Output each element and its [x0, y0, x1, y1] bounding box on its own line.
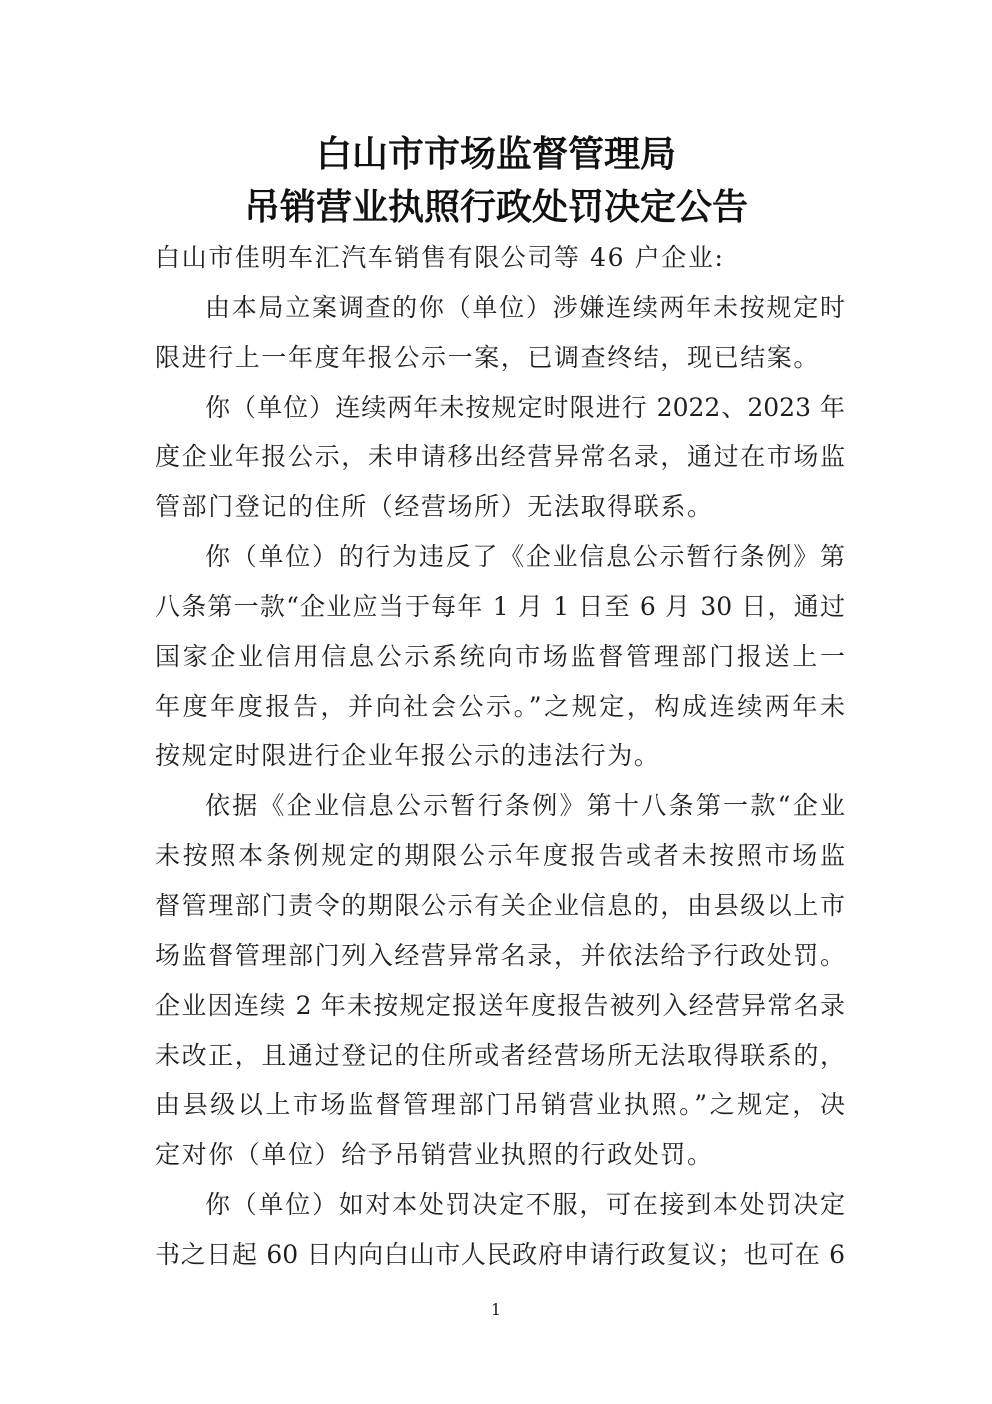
text-line: 书之日起 60 日内向白山市人民政府申请行政复议；也可在 6: [155, 1239, 845, 1269]
text-line: 国家企业信用信息公示系统向市场监督管理部门报送上一: [155, 641, 845, 671]
title-line-notice: 吊销营业执照行政处罚决定公告: [243, 186, 748, 228]
paragraph-case-closed: [155, 283, 845, 383]
text-line: 八条第一款“企业应当于每年 1 月 1 日至 6 月 30 日，通过: [155, 591, 845, 621]
document-body: [155, 233, 845, 1280]
text-line: 按规定时限进行企业年报公示的违法行为。: [155, 741, 661, 771]
text-line: 年度年度报告，并向社会公示。”之规定，构成连续两年未: [155, 691, 845, 721]
text-line: 企业因连续 2 年未按规定报送年度报告被列入经营异常名录: [155, 990, 845, 1020]
text-line: 由县级以上市场监督管理部门吊销营业执照。”之规定，决: [155, 1090, 845, 1120]
text-line: 未按照本条例规定的期限公示年度报告或者未按照市场监: [155, 841, 845, 871]
text-line: 你（单位）的行为违反了《企业信息公示暂行条例》第: [205, 542, 845, 572]
text-line: 限进行上一年度年报公示一案，已调查终结，现已结案。: [155, 342, 821, 372]
title-line-agency: 白山市市场监督管理局: [315, 133, 676, 175]
text-line: 管部门登记的住所（经营场所）无法取得联系。: [155, 492, 714, 522]
page-number: 1: [490, 1300, 502, 1319]
text-line: 未改正，且通过登记的住所或者经营场所无法取得联系的，: [155, 1040, 845, 1070]
text-line: 你（单位）如对本处罚决定不服，可在接到本处罚决定: [205, 1190, 845, 1220]
text-line: 场监督管理部门列入经营异常名录，并依法给予行政处罚。: [155, 940, 845, 970]
document-title: [0, 128, 992, 234]
paragraph-facts: [155, 383, 845, 533]
paragraph-legal-basis: [155, 781, 845, 1180]
text-line: 定对你（单位）给予吊销营业执照的行政处罚。: [155, 1140, 714, 1170]
text-line: 由本局立案调查的你（单位）涉嫌连续两年未按规定时: [205, 292, 845, 322]
paragraph-violation: [155, 532, 845, 781]
salutation: 白山市佳明车汇汽车销售有限公司等 46 户企业:: [155, 243, 725, 272]
paragraph-appeal: [155, 1180, 845, 1280]
text-line: 督管理部门责令的期限公示有关企业信息的，由县级以上市: [155, 890, 845, 920]
text-line: 依据《企业信息公示暂行条例》第十八条第一款“企业: [205, 791, 845, 821]
text-line: 度企业年报公示，未申请移出经营异常名录，通过在市场监: [155, 442, 845, 472]
text-line: 你（单位）连续两年未按规定时限进行 2022、2023 年: [205, 392, 845, 422]
